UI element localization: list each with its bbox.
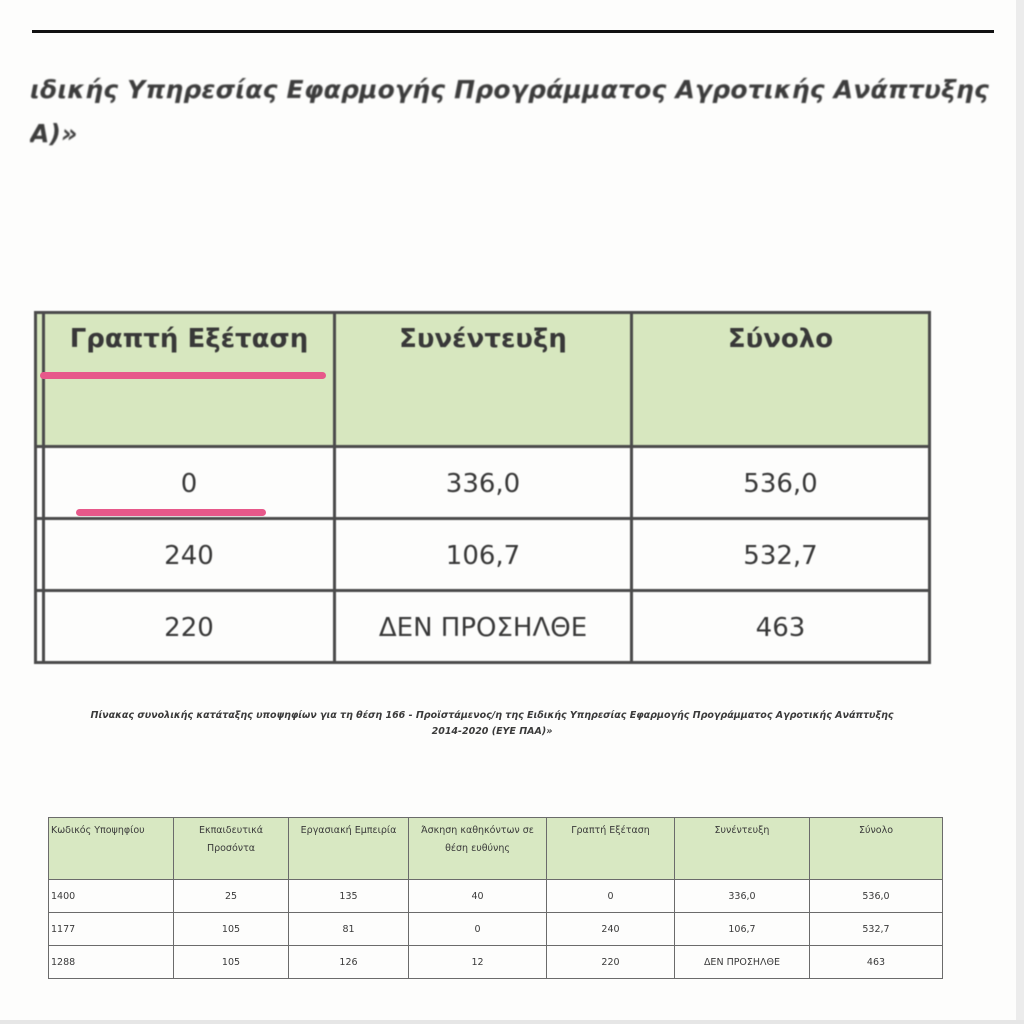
- table-cell: 532,7: [810, 913, 943, 946]
- table-row: [49, 913, 943, 946]
- page-edge-bottom: [0, 1020, 1024, 1024]
- zoomed-header-row: [36, 313, 930, 447]
- table-cell: 81: [289, 913, 409, 946]
- ranking-table-region: [48, 817, 942, 979]
- table-cell: 40: [409, 880, 547, 913]
- header-candidate-code: Κωδικός Υποψηφίου: [49, 818, 174, 880]
- zoomed-header-total: Σύνολο: [632, 313, 930, 447]
- zoomed-header-interview: Συνέντευξη: [335, 313, 632, 447]
- table-cell: 0: [547, 880, 675, 913]
- table-cell: 240: [547, 913, 675, 946]
- zoomed-cell: 240: [44, 519, 335, 591]
- zoomed-cell: 532,7: [632, 519, 930, 591]
- table-cell: 105: [174, 946, 289, 979]
- ranking-table: [48, 817, 943, 979]
- cell-candidate-code: 1177: [49, 913, 174, 946]
- table-cell: 25: [174, 880, 289, 913]
- table-caption: [40, 708, 944, 740]
- zoomed-row: [36, 591, 930, 663]
- ranking-header-row: [49, 818, 943, 880]
- zoomed-cell: 0: [44, 447, 335, 519]
- highlight-underline-zero: [76, 509, 266, 516]
- table-cell: 536,0: [810, 880, 943, 913]
- zoomed-cell: 463: [632, 591, 930, 663]
- table-row: [49, 880, 943, 913]
- table-cell: 105: [174, 913, 289, 946]
- header-responsibility-duties: Άσκηση καθηκόντων σε θέση ευθύνης: [409, 818, 547, 880]
- table-cell: 220: [547, 946, 675, 979]
- header-education: Εκπαιδευτικά Προσόντα: [174, 818, 289, 880]
- caption-line-2: 2014-2020 (ΕΥΕ ΠΑΑ)»: [431, 726, 553, 737]
- table-cell: 135: [289, 880, 409, 913]
- table-cell: ΔΕΝ ΠΡΟΣΗΛΘΕ: [675, 946, 810, 979]
- cell-candidate-code: 1400: [49, 880, 174, 913]
- table-cell: 106,7: [675, 913, 810, 946]
- zoomed-stub-cell: [36, 313, 44, 447]
- header-work-experience: Εργασιακή Εμπειρία: [289, 818, 409, 880]
- table-cell: 463: [810, 946, 943, 979]
- zoomed-cell: ΔΕΝ ΠΡΟΣΗΛΘΕ: [335, 591, 632, 663]
- header-total: Σύνολο: [810, 818, 943, 880]
- zoomed-heading-line-2: Α)»: [30, 119, 78, 148]
- zoomed-heading: [30, 68, 990, 156]
- zoomed-stub-cell: [36, 591, 44, 663]
- zoomed-row: [36, 519, 930, 591]
- zoomed-cell: 336,0: [335, 447, 632, 519]
- header-interview: Συνέντευξη: [675, 818, 810, 880]
- table-cell: 0: [409, 913, 547, 946]
- table-cell: 336,0: [675, 880, 810, 913]
- zoomed-score-table: [34, 311, 931, 664]
- zoomed-row: [36, 447, 930, 519]
- top-rule: [32, 30, 994, 33]
- zoomed-stub-cell: [36, 447, 44, 519]
- page-edge: [1016, 0, 1024, 1024]
- zoomed-stub-cell: [36, 519, 44, 591]
- zoomed-cell: 536,0: [632, 447, 930, 519]
- highlight-underline-header: [40, 372, 326, 379]
- table-row: [49, 946, 943, 979]
- zoomed-header-written-exam: Γραπτή Εξέταση: [44, 313, 335, 447]
- zoomed-cell: 106,7: [335, 519, 632, 591]
- table-cell: 126: [289, 946, 409, 979]
- header-written-exam: Γραπτή Εξέταση: [547, 818, 675, 880]
- caption-line-1: Πίνακας συνολικής κατάταξης υποψηφίων για τη θέση 166 - Προϊστάμενος/η της Ειδικής Υπηρεσίας Εφαρμογής Προγράμματος Αγροτικής Ανάπτυξης: [90, 710, 894, 721]
- zoomed-table-region: [34, 311, 928, 645]
- zoomed-cell: 220: [44, 591, 335, 663]
- zoomed-heading-line-1: ιδικής Υπηρεσίας Εφαρμογής Προγράμματος Αγροτικής Ανάπτυξης: [30, 75, 990, 104]
- cell-candidate-code: 1288: [49, 946, 174, 979]
- table-cell: 12: [409, 946, 547, 979]
